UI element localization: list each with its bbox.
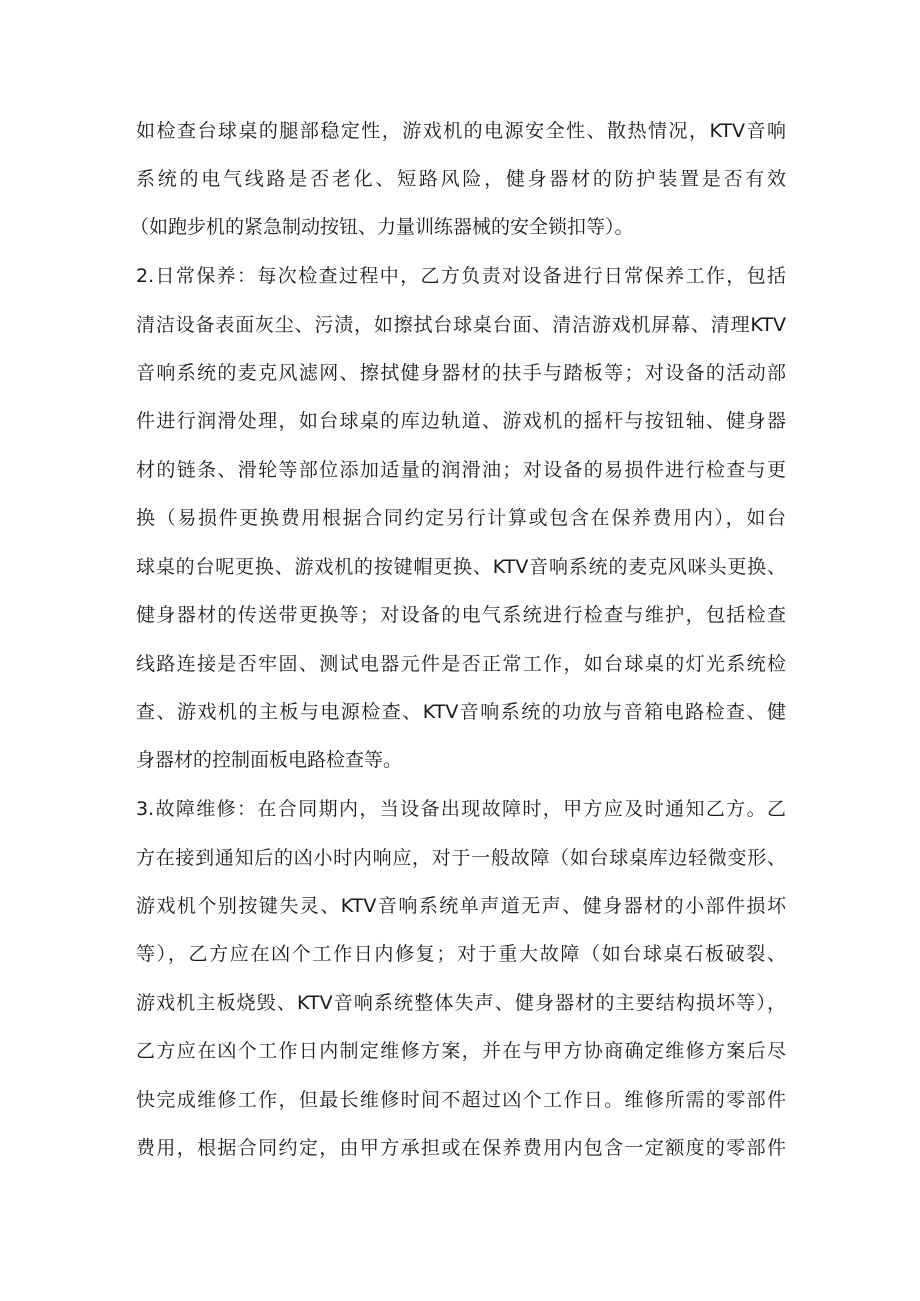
- text-line-4: 2.日常保养：每次检查过程中，乙方负责对设备进行日常保养工作，包括: [136, 265, 786, 287]
- text-line-7: 件进行润滑处理，如台球桌的库边轨道、游戏机的摇杆与按钮轴、健身器: [136, 410, 786, 432]
- text-line-21: 快完成维修工作，但最长维修时间不超过凶个工作日。维修所需的零部件: [136, 1089, 786, 1111]
- text-line-15: 3.故障维修：在合同期内，当设备出现故障时，甲方应及时通知乙方。乙: [136, 798, 786, 820]
- text-line-10: 球桌的台呢更换、游戏机的按键帽更换、KTV音响系统的麦克风咪头更换、: [136, 556, 786, 578]
- text-line-13: 查、游戏机的主板与电源检查、KTV音响系统的功放与音箱电路检查、健: [136, 701, 786, 723]
- text-line-2: 系统的电气线路是否老化、短路风险，健身器材的防护装置是否有效: [136, 168, 786, 190]
- text-line-12: 线路连接是否牢固、测试电器元件是否正常工作，如台球桌的灯光系统检: [136, 653, 786, 675]
- text-line-11: 健身器材的传送带更换等；对设备的电气系统进行检查与维护，包括检查: [136, 604, 786, 626]
- text-line-20: 乙方应在凶个工作日内制定维修方案，并在与甲方协商确定维修方案后尽: [136, 1040, 786, 1062]
- text-line-1: 如检查台球桌的腿部稳定性，游戏机的电源安全性、散热情况，KTV音响: [136, 120, 786, 142]
- text-line-8: 材的链条、滑轮等部位添加适量的润滑油；对设备的易损件进行检查与更: [136, 459, 786, 481]
- text-line-3: （如跑步机的紧急制动按钮、力量训练器械的安全锁扣等）。: [130, 216, 634, 238]
- text-line-6: 音响系统的麦克风滤网、擦拭健身器材的扶手与踏板等；对设备的活动部: [136, 362, 786, 384]
- text-line-22: 费用，根据合同约定，由甲方承担或在保养费用内包含一定额度的零部件: [136, 1137, 786, 1159]
- text-line-9: 换（易损件更换费用根据合同约定另行计算或包含在保养费用内），如台: [136, 507, 786, 529]
- text-line-17: 游戏机个别按键失灵、KTV音响系统单声道无声、健身器材的小部件损坏: [136, 895, 786, 917]
- text-line-18: 等），乙方应在凶个工作日内修复；对于重大故障（如台球桌石板破裂、: [136, 943, 786, 965]
- text-line-19: 游戏机主板烧毁、KTV音响系统整体失声、健身器材的主要结构损坏等），: [136, 992, 786, 1014]
- text-line-5: 清洁设备表面灰尘、污渍，如擦拭台球桌台面、清洁游戏机屏幕、清理KTV: [136, 314, 786, 336]
- text-line-16: 方在接到通知后的凶小时内响应，对于一般故障（如台球桌库边轻微变形、: [136, 847, 786, 869]
- text-line-14: 身器材的控制面板电路检查等。: [136, 749, 403, 771]
